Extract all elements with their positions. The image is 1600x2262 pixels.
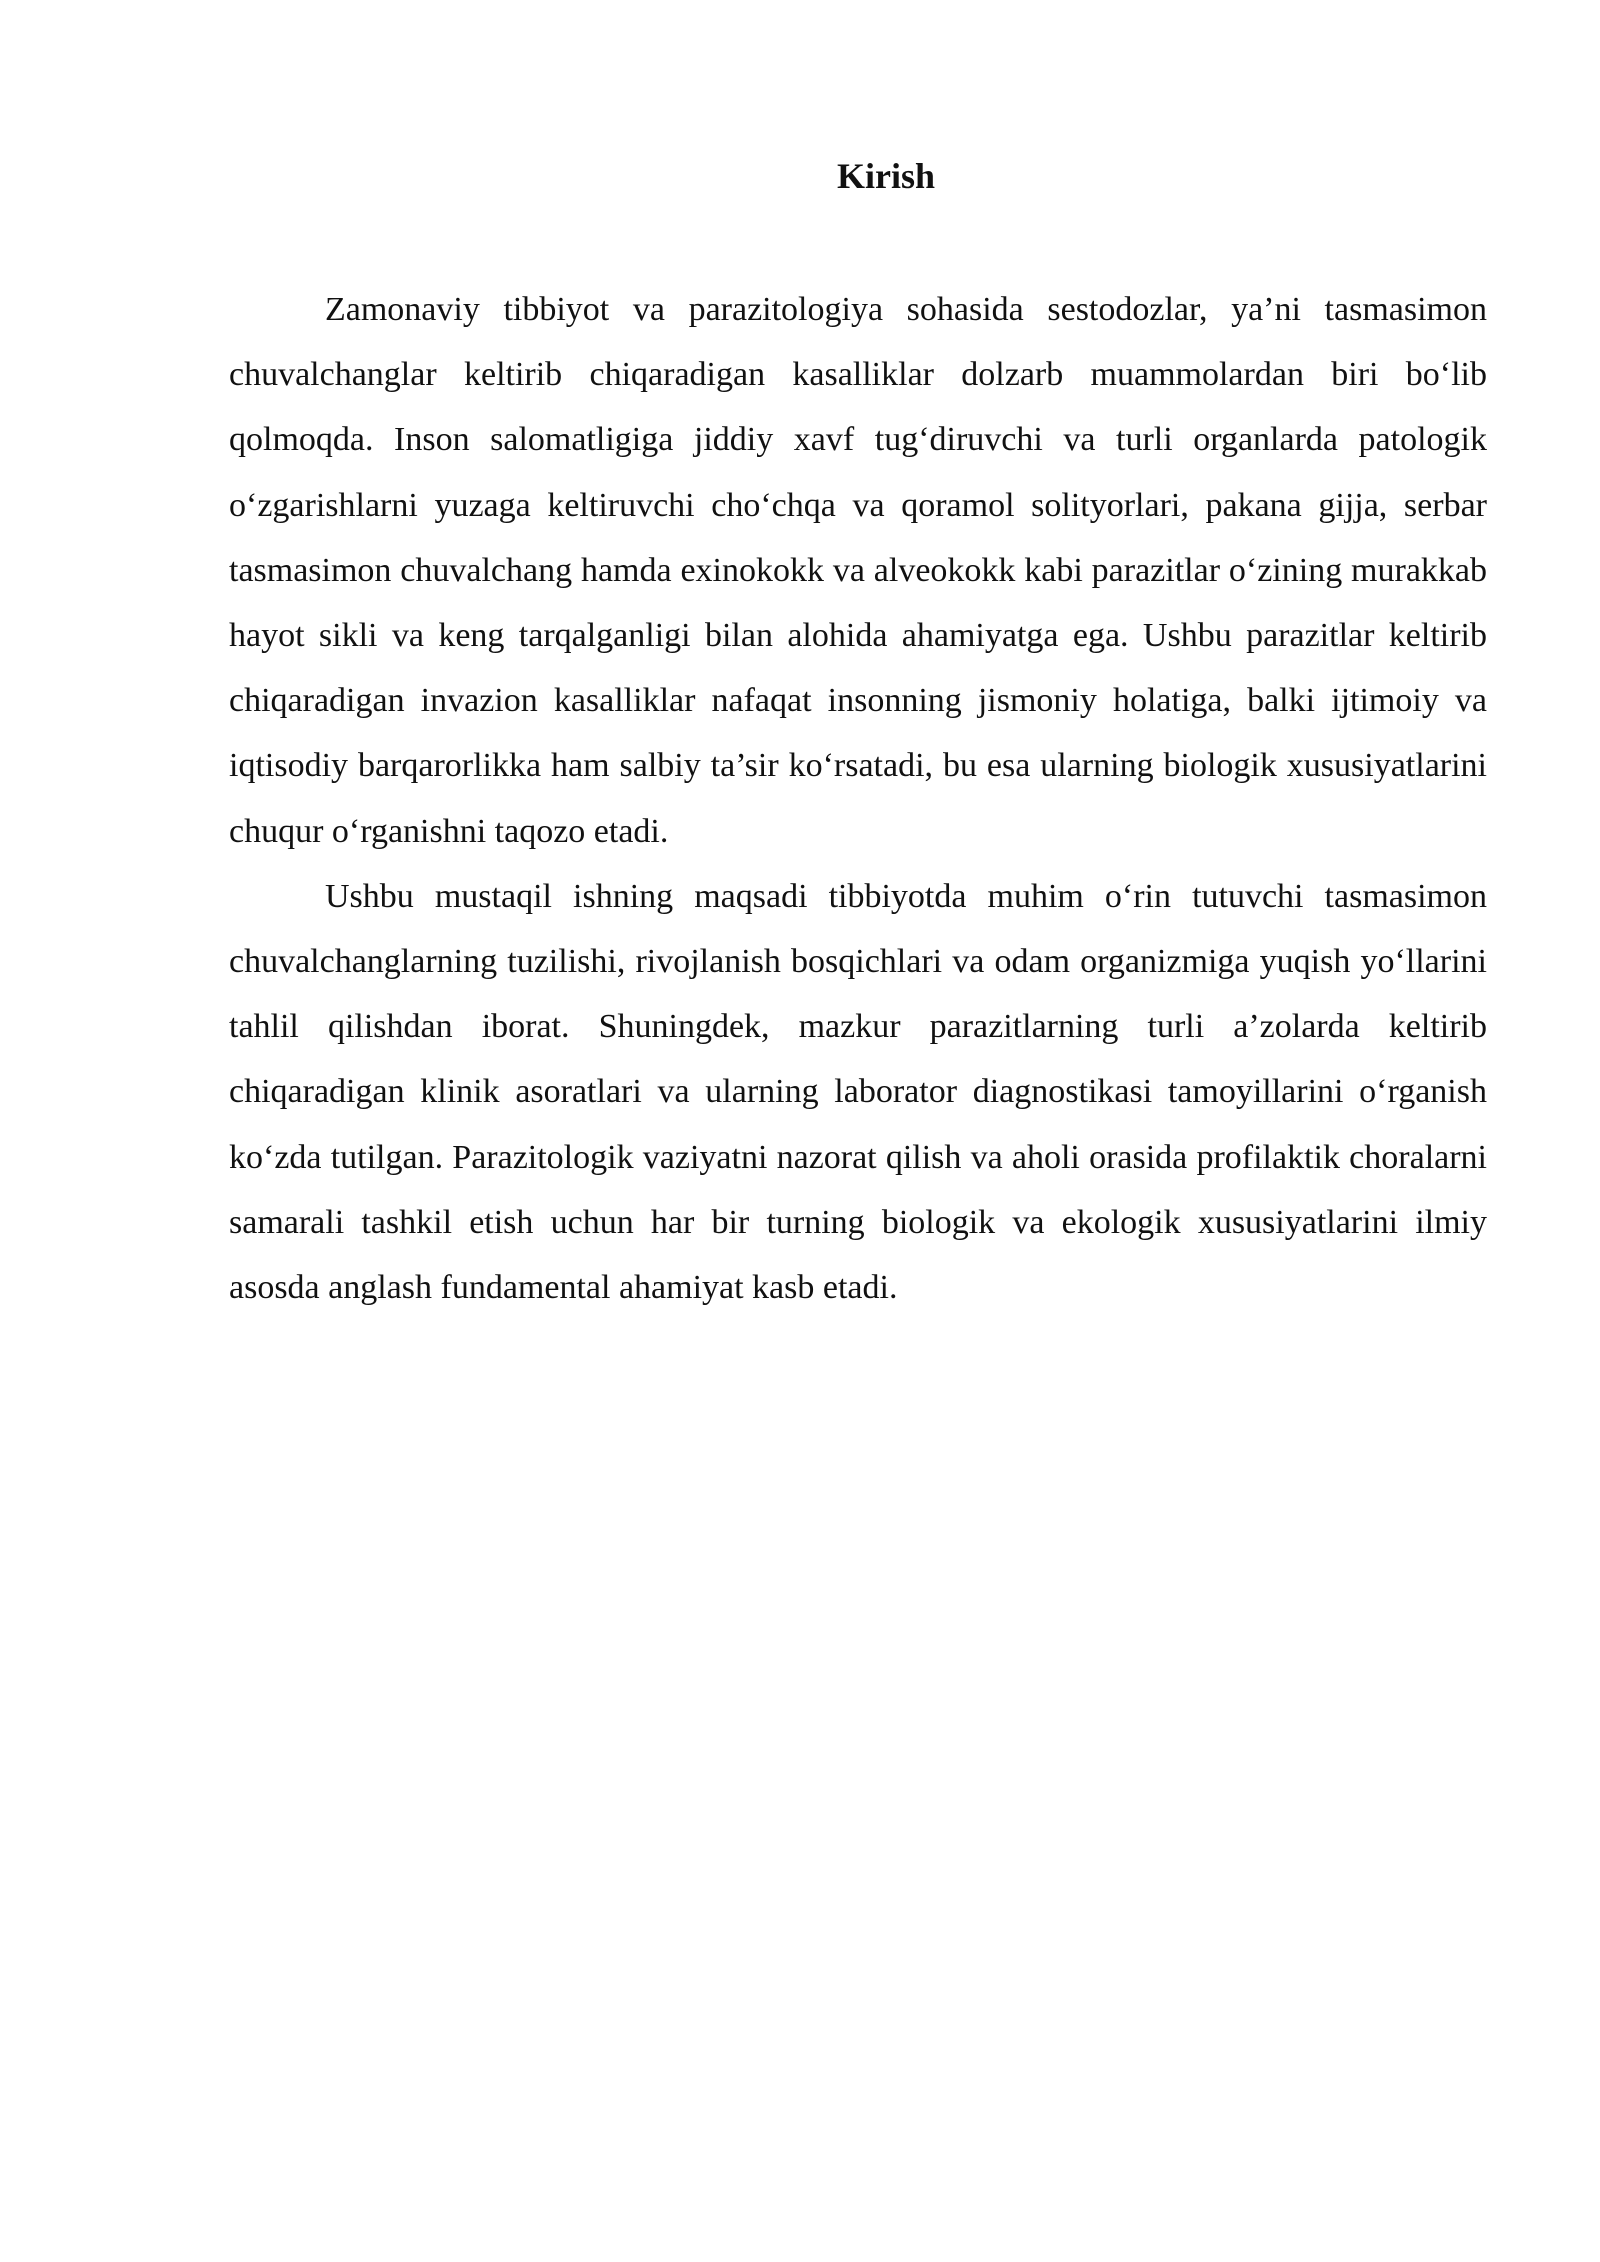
paragraph-intro: Zamonaviy tibbiyot va parazitologiya sohasida sestodozlar, ya’ni tasmasimon chuvalchanglar keltirib chiqaradigan kasalliklar dolzarb muammolardan biri bo‘lib qolmoqda. Inson salomatligiga jiddiy xavf tug‘diruvchi va turli organlarda patologik o‘zgarishlarni yuzaga keltiruvchi cho‘chqa va qoramol solityorlari, pakana gijja, serbar tasmasimon chuvalchang hamda exinokokk va alveokokk kabi parazitlar o‘zining murakkab hayot sikli va keng tarqalganligi bilan alohida ahamiyatga ega. Ushbu parazitlar keltirib chiqaradigan invazion kasalliklar nafaqat insonning jismoniy holatiga, balki ijtimoiy va iqtisodiy barqarorlikka ham salbiy ta’sir ko‘rsatadi, bu esa ularning biologik xususiyatlarini chuqur o‘rganishni taqozo etadi. (229, 291, 1487, 850)
document-body (229, 148, 1487, 1320)
paragraph-aim: Ushbu mustaqil ishning maqsadi tibbiyotda muhim o‘rin tutuvchi tasmasimon chuvalchanglarning tuzilishi, rivojlanish bosqichlari va odam organizmiga yuqish yo‘llarini tahlil qilishdan iborat. Shuningdek, mazkur parazitlarning turli a’zolarda keltirib chiqaradigan klinik asoratlari va ularning laborator diagnostikasi tamoyillarini o‘rganish ko‘zda tutilgan. Parazitologik vaziyatni nazorat qilish va aholi orasida profilaktik choralarni samarali tashkil etish uchun har bir turning biologik va ekologik xususiyatlarini ilmiy asosda anglash fundamental ahamiyat kasb etadi. (229, 877, 1487, 1307)
page-title: Kirish (836, 156, 935, 196)
